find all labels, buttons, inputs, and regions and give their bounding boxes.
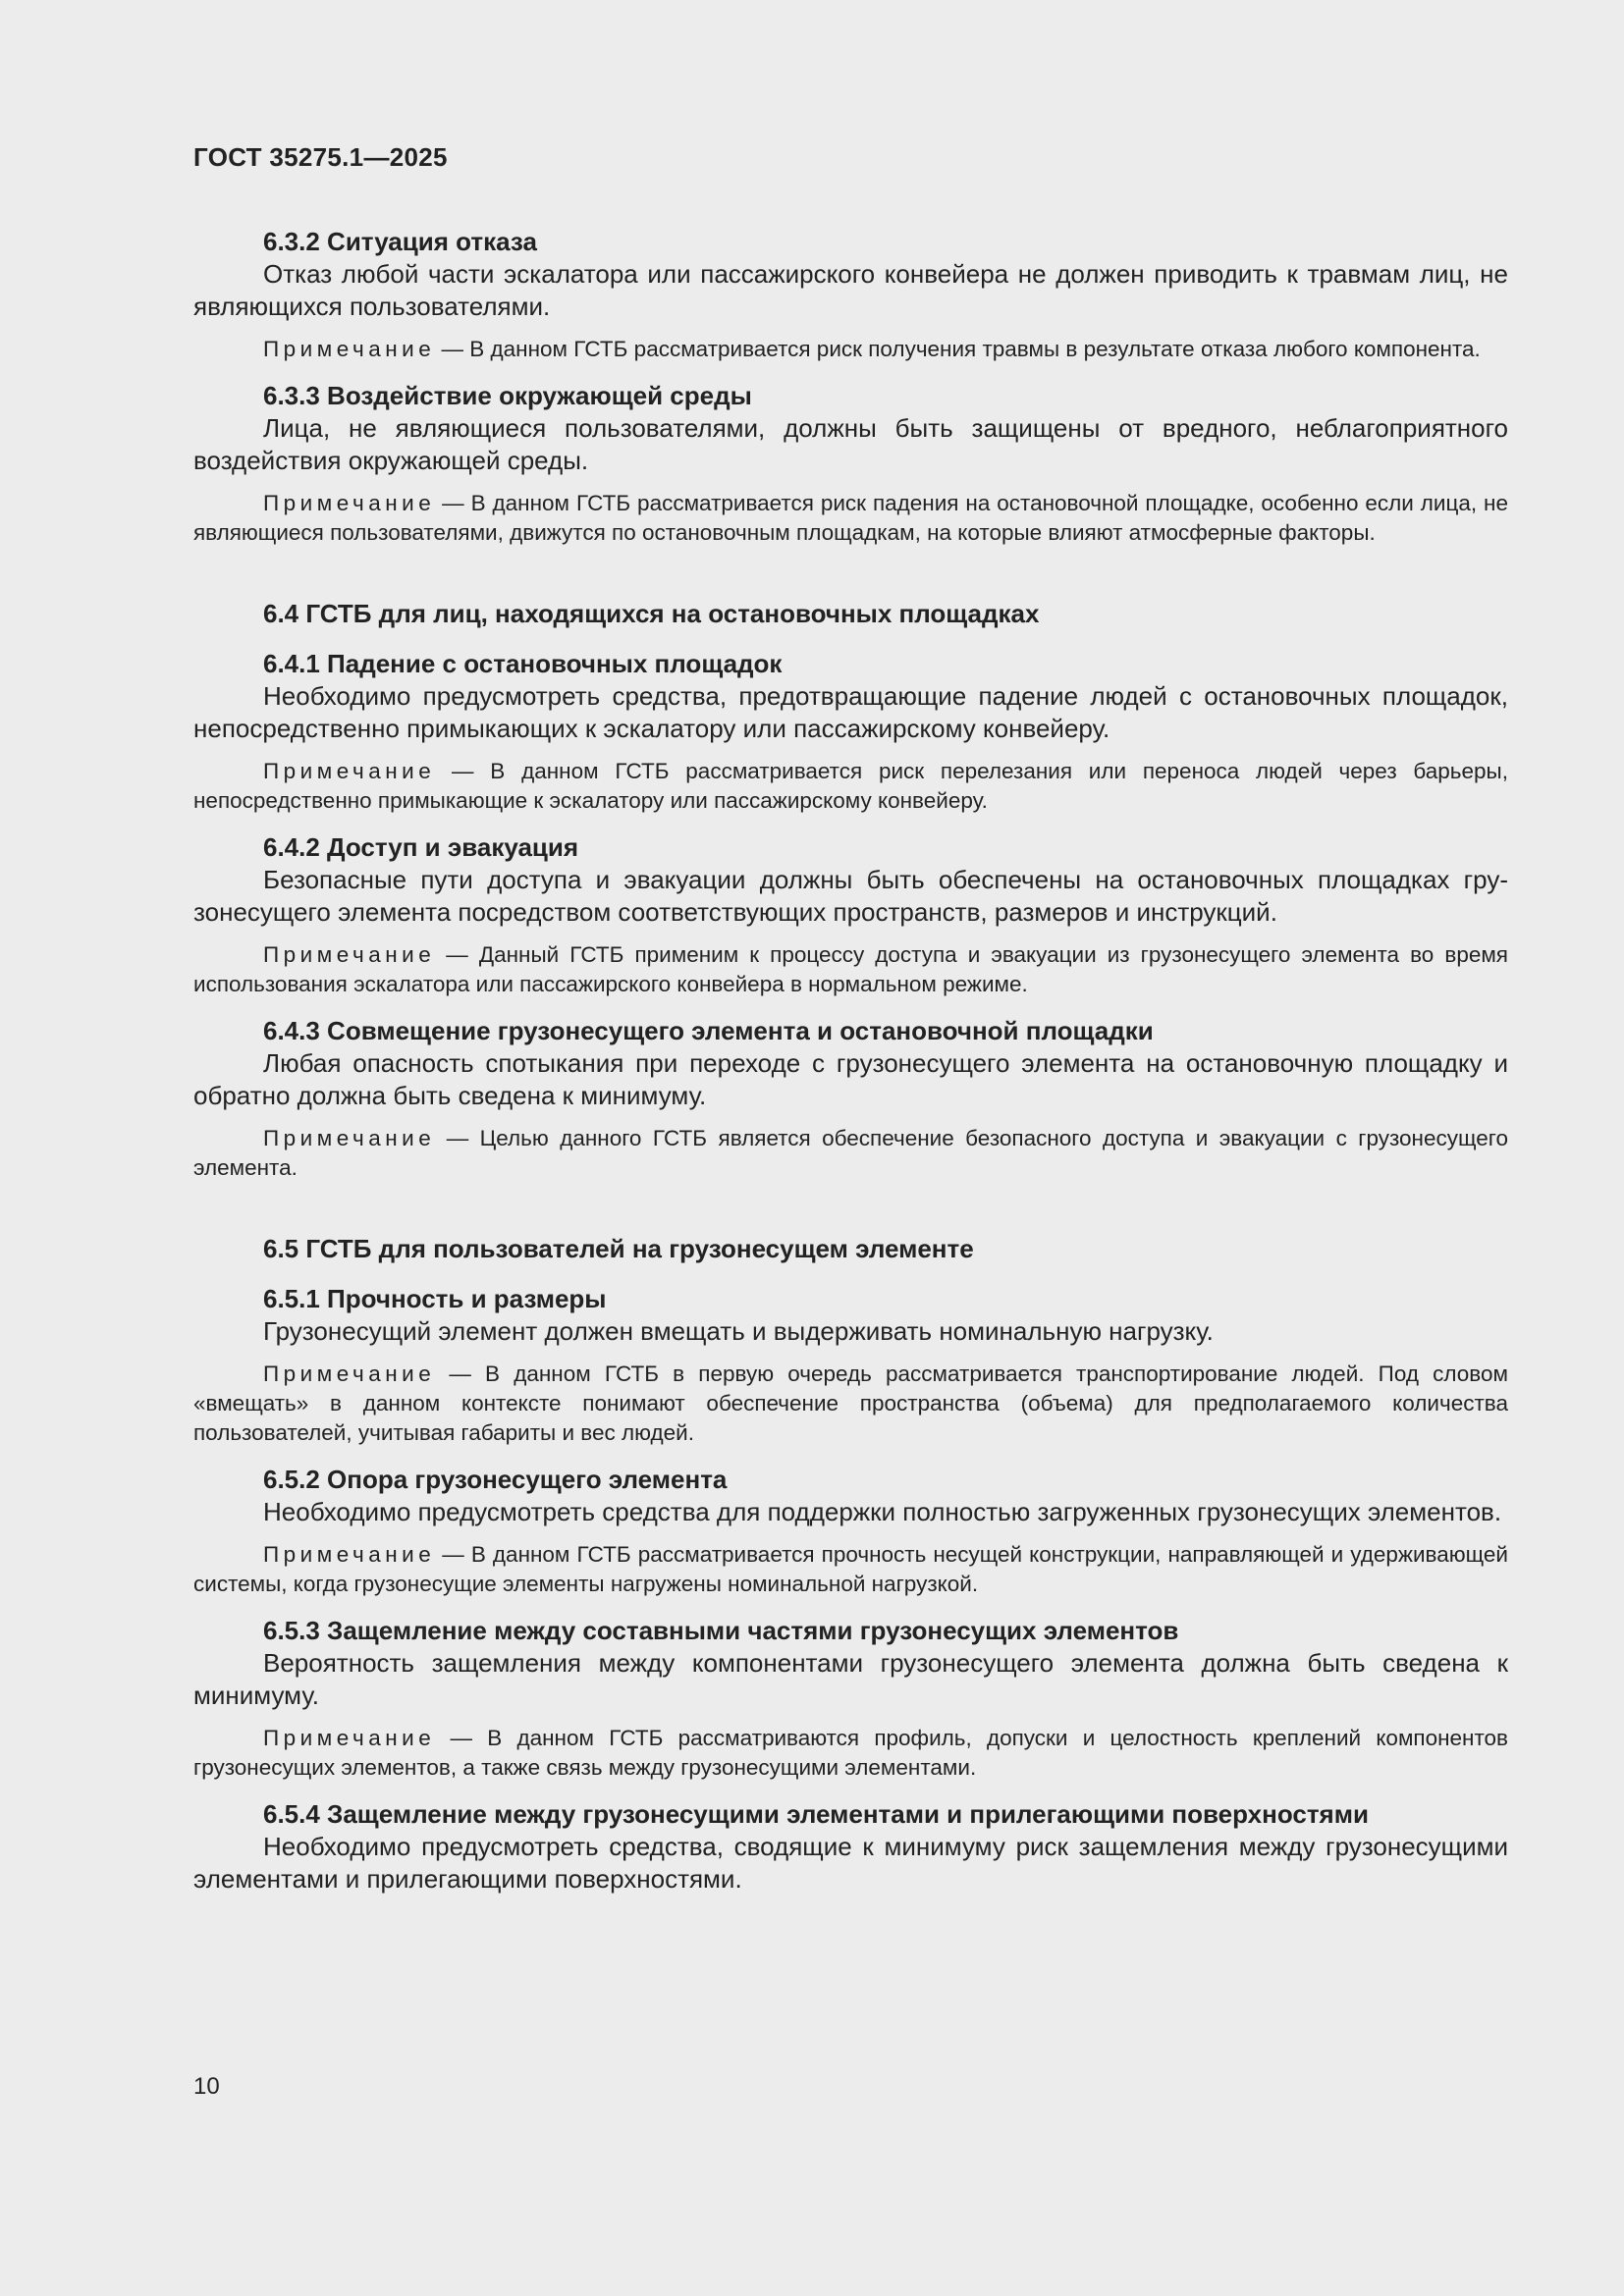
section-title: 6.4 ГСТБ для лиц, находящихся на остановочных площадках bbox=[263, 599, 1040, 628]
note-text: В данном ГСТБ рассматривается прочность несущей конструкции, направляющей и удерживающей системы, когда грузонесущие элементы нагружены номинальной нагрузкой. bbox=[193, 1542, 1508, 1596]
section-title: 6.5 ГСТБ для пользователей на грузонесущем элементе bbox=[263, 1234, 974, 1263]
section-6-3 bbox=[193, 226, 1508, 548]
clause-text: Необходимо предусмотреть средства, сводящие к минимуму риск защемления между грузонесущими элементами и прилегающими поверхностями. bbox=[193, 1832, 1508, 1894]
clause-text: Вероятность защемления между компонентами грузонесущего элемента должна быть сведена к минимуму. bbox=[193, 1648, 1508, 1710]
clause-text: Отказ любой части эскалатора или пассажирского конвейера не должен приводить к травмам лиц, не являющихся пользователями. bbox=[193, 259, 1508, 321]
note-label: Примечание bbox=[263, 1542, 436, 1567]
note-dash: — bbox=[442, 491, 464, 515]
clause bbox=[193, 1015, 1508, 1183]
document-header: ГОСТ 35275.1—2025 bbox=[193, 142, 448, 172]
section-6-4 bbox=[193, 597, 1508, 1183]
note bbox=[193, 757, 1508, 816]
clause bbox=[193, 1798, 1508, 1896]
clause-title: 6.3.2 Ситуация отказа bbox=[263, 227, 537, 256]
clause bbox=[193, 1615, 1508, 1783]
note bbox=[193, 1540, 1508, 1599]
note-text: В данном ГСТБ рассматривается риск перелезания или переноса людей через барьеры, непосредственно примыкающие к эскалатору или пассажирскому конвейеру. bbox=[193, 759, 1508, 813]
clause bbox=[193, 831, 1508, 999]
note-text: В данном ГСТБ рассматривается риск падения на остановочной площадке, особенно если лица, не являющиеся пользователями, движутся по остановочным площадкам, на которые влияют атмосферные факторы. bbox=[193, 491, 1508, 545]
clause-text: Любая опасность спотыкания при переходе с грузонесущего элемента на остановочную площадку и обратно должна быть сведена к минимуму. bbox=[193, 1048, 1508, 1110]
note bbox=[193, 1124, 1508, 1183]
note-dash: — bbox=[452, 759, 474, 783]
note-label: Примечание bbox=[263, 1126, 436, 1150]
clause-title: 6.5.2 Опора грузонесущего элемента bbox=[263, 1465, 728, 1494]
note bbox=[193, 1724, 1508, 1783]
document-page bbox=[193, 142, 1508, 1907]
note-dash: — bbox=[441, 337, 463, 361]
note-dash: — bbox=[450, 1726, 472, 1750]
note-label: Примечание bbox=[263, 1362, 436, 1386]
clause-text: Необходимо предусмотреть средства, предотвращающие падение людей с остановочных площадок, непосредственно примыкающих к эскалатору или пассажирскому конвейеру. bbox=[193, 681, 1508, 743]
note bbox=[193, 1360, 1508, 1448]
note-text: В данном ГСТБ в первую очередь рассматривается транспортирование людей. Под словом «вмещать» в данном контексте понимают обеспечение пространства (объема) для предполагаемого количества пользователей, учитывая габариты и вес людей. bbox=[193, 1362, 1508, 1445]
clause-title: 6.4.1 Падение с остановочных площадок bbox=[263, 649, 783, 678]
note bbox=[193, 489, 1508, 548]
note-text: Данный ГСТБ применим к процессу доступа и эвакуации из грузонесущего элемента во время использования эскалатора или пассажирского конвейера в нормальном режиме. bbox=[193, 942, 1508, 996]
clause-title: 6.5.4 Защемление между грузонесущими элементами и прилегающими поверхностями bbox=[263, 1799, 1369, 1829]
note bbox=[193, 335, 1508, 364]
clause-text: Лица, не являющиеся пользователями, должны быть защищены от вредного, неблагоприятного воздействия окружающей среды. bbox=[193, 413, 1508, 475]
section-6-5 bbox=[193, 1232, 1508, 1896]
page-number: 10 bbox=[193, 2073, 220, 2100]
note-text: В данном ГСТБ рассматривается риск получения травмы в результате отказа любого компонента. bbox=[469, 337, 1481, 361]
clause bbox=[193, 380, 1508, 548]
note-dash: — bbox=[449, 1362, 471, 1386]
note-label: Примечание bbox=[263, 942, 436, 967]
note-label: Примечание bbox=[263, 1726, 436, 1750]
note-dash: — bbox=[446, 1126, 469, 1150]
note-label: Примечание bbox=[263, 759, 436, 783]
clause-text: Безопасные пути доступа и эвакуации должны быть обеспечены на остановочных площадках грузонесущего элемента посредством соответствующих пространств, размеров и инструкций. bbox=[193, 865, 1508, 927]
clause-title: 6.4.3 Совмещение грузонесущего элемента и остановочной площадки bbox=[263, 1016, 1154, 1045]
note-text: Целью данного ГСТБ является обеспечение безопасного доступа и эвакуации с грузонесущего элемента. bbox=[193, 1126, 1508, 1180]
note bbox=[193, 940, 1508, 999]
clause bbox=[193, 226, 1508, 364]
clause-text: Необходимо предусмотреть средства для поддержки полностью загруженных грузонесущих элементов. bbox=[263, 1497, 1502, 1526]
note-text: В данном ГСТБ рассматриваются профиль, допуски и целостность креплений компонентов грузонесущих элементов, а также связь между грузонесущими элементами. bbox=[193, 1726, 1508, 1780]
note-label: Примечание bbox=[263, 491, 436, 515]
clause-title: 6.5.1 Прочность и размеры bbox=[263, 1284, 607, 1313]
clause-title: 6.4.2 Доступ и эвакуация bbox=[263, 832, 579, 862]
clause bbox=[193, 1283, 1508, 1448]
clause bbox=[193, 648, 1508, 816]
note-dash: — bbox=[442, 1542, 464, 1567]
clause-text: Грузонесущий элемент должен вмещать и выдерживать номинальную нагрузку. bbox=[263, 1316, 1214, 1346]
note-dash: — bbox=[446, 942, 468, 967]
note-label: Примечание bbox=[263, 337, 436, 361]
clause-title: 6.5.3 Защемление между составными частями грузонесущих элементов bbox=[263, 1616, 1179, 1645]
clause bbox=[193, 1464, 1508, 1599]
clause-title: 6.3.3 Воздействие окружающей среды bbox=[263, 381, 752, 410]
